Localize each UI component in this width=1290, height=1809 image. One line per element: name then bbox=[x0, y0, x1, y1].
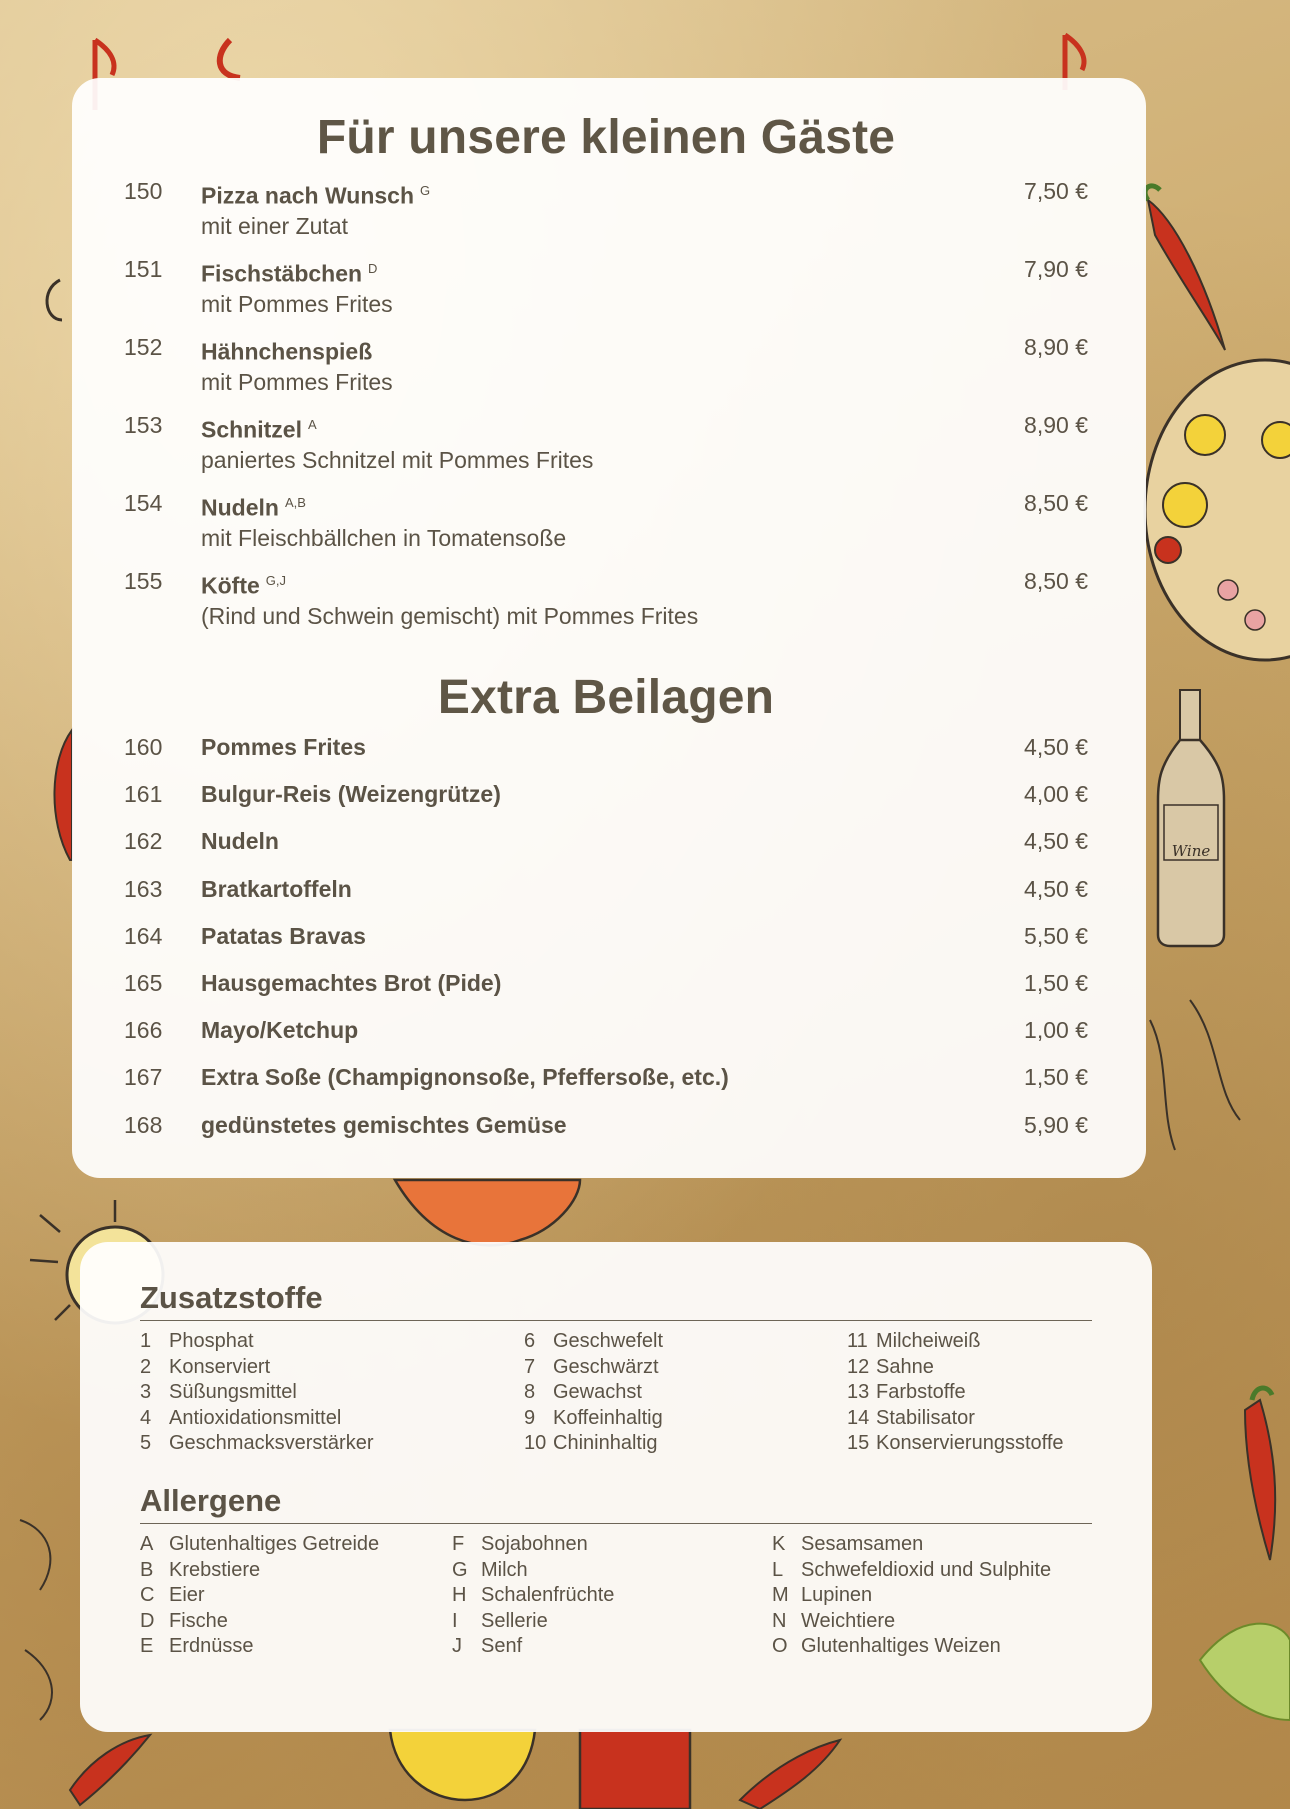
item-number: 165 bbox=[124, 969, 163, 996]
allergens-list bbox=[140, 1532, 1092, 1664]
dish-name: Pommes Frites bbox=[201, 734, 366, 760]
dish-description: paniertes Schnitzel mit Pommes Frites bbox=[201, 446, 594, 473]
list-item bbox=[124, 921, 1088, 968]
legend-code: F bbox=[452, 1533, 465, 1555]
list-item bbox=[772, 1634, 1051, 1660]
allergen-codes: A bbox=[307, 417, 317, 432]
menu-panel bbox=[72, 78, 1146, 1178]
leaf-icon bbox=[1200, 1624, 1290, 1720]
item-number: 153 bbox=[124, 412, 163, 438]
allergen-codes: A,B bbox=[284, 495, 306, 510]
additives-list bbox=[140, 1329, 1092, 1461]
legend-label: Fische bbox=[169, 1609, 228, 1632]
list-item bbox=[772, 1609, 1051, 1635]
dish-name: Bratkartoffeln bbox=[201, 875, 352, 902]
list-item bbox=[524, 1431, 663, 1457]
legend-label: Erdnüsse bbox=[169, 1635, 254, 1657]
legend-code: 12 bbox=[847, 1355, 870, 1378]
item-number: 151 bbox=[124, 256, 163, 282]
legend-code: 13 bbox=[847, 1381, 870, 1403]
dish-name: Hähnchenspieß bbox=[201, 338, 373, 365]
shrimp-icon bbox=[395, 1180, 580, 1245]
list-item bbox=[772, 1583, 1051, 1609]
dish-name: Nudeln bbox=[201, 494, 279, 521]
dish-name: Patatas Bravas bbox=[201, 922, 366, 949]
dish-description: mit Pommes Frites bbox=[201, 290, 393, 317]
list-item bbox=[452, 1558, 614, 1584]
list-item bbox=[124, 488, 1088, 566]
list-item bbox=[140, 1406, 374, 1432]
list-item bbox=[847, 1431, 1064, 1457]
list-item bbox=[140, 1583, 379, 1609]
list-item bbox=[140, 1558, 379, 1584]
extras-menu-list bbox=[124, 732, 1088, 1157]
legend-code: 15 bbox=[847, 1432, 870, 1454]
dish-price: 8,90 € bbox=[1024, 334, 1088, 360]
item-number: 166 bbox=[124, 1017, 163, 1044]
item-number: 167 bbox=[124, 1064, 163, 1091]
legend-code: 6 bbox=[524, 1330, 536, 1352]
item-number: 154 bbox=[124, 490, 163, 516]
dish-price: 4,50 € bbox=[1024, 828, 1088, 855]
dish-price: 4,00 € bbox=[1024, 781, 1088, 808]
item-number: 150 bbox=[124, 178, 163, 204]
dish-price: 1,00 € bbox=[1024, 1017, 1088, 1044]
list-item bbox=[124, 826, 1088, 873]
dish-price: 4,50 € bbox=[1024, 875, 1088, 902]
dish-price: 8,90 € bbox=[1024, 412, 1088, 438]
legend-code: 8 bbox=[524, 1381, 536, 1403]
wine-label: Wine bbox=[1171, 842, 1211, 860]
list-item bbox=[524, 1329, 663, 1355]
dish-price: 7,50 € bbox=[1024, 178, 1088, 204]
dish-name: Extra Soße (Champignonsoße, Pfeffersoße, etc.) bbox=[201, 1064, 729, 1091]
wine-bottle-icon bbox=[1158, 690, 1224, 946]
legend-code: D bbox=[140, 1609, 155, 1632]
chili-pepper-left-icon bbox=[54, 730, 72, 860]
legend-code: 9 bbox=[524, 1406, 536, 1429]
legend-label: Schwefeldioxid und Sulphite bbox=[801, 1558, 1052, 1581]
list-item bbox=[452, 1532, 614, 1558]
legend-code: C bbox=[140, 1584, 155, 1606]
item-number: 168 bbox=[124, 1111, 163, 1138]
dish-description: mit einer Zutat bbox=[201, 212, 348, 239]
list-item bbox=[847, 1406, 1064, 1432]
list-item bbox=[124, 1015, 1088, 1062]
list-item bbox=[124, 1062, 1088, 1109]
item-number: 152 bbox=[124, 334, 163, 360]
allergens-title: Allergene bbox=[140, 1481, 1092, 1524]
allergen-codes: G bbox=[420, 183, 431, 198]
legend-label: Antioxidationsmittel bbox=[169, 1406, 342, 1429]
legend-code: A bbox=[140, 1533, 154, 1555]
dish-name: Hausgemachtes Brot (Pide) bbox=[201, 969, 502, 996]
dish-name: Pizza nach Wunsch bbox=[201, 182, 415, 209]
kids-menu-list bbox=[124, 176, 1088, 644]
legend-label: Glutenhaltiges Getreide bbox=[169, 1533, 380, 1555]
legend-label: Geschwärzt bbox=[553, 1355, 659, 1378]
additives-title: Zusatzstoffe bbox=[140, 1278, 1092, 1321]
legend-code: 11 bbox=[847, 1330, 868, 1352]
legend-code: 7 bbox=[524, 1355, 536, 1378]
item-number: 163 bbox=[124, 875, 163, 902]
list-item bbox=[524, 1380, 663, 1406]
dish-name: Mayo/Ketchup bbox=[201, 1017, 359, 1044]
legend-label: Schalenfrüchte bbox=[481, 1584, 615, 1606]
legend-code: O bbox=[772, 1635, 788, 1657]
dish-name: Nudeln bbox=[201, 828, 279, 855]
dish-price: 4,50 € bbox=[1024, 734, 1088, 760]
legend-label: Glutenhaltiges Weizen bbox=[801, 1635, 1001, 1657]
legend-code: N bbox=[772, 1609, 787, 1632]
legend-label: Sojabohnen bbox=[481, 1533, 588, 1555]
dish-description: mit Fleischbällchen in Tomatensoße bbox=[201, 524, 567, 551]
allergen-codes: G,J bbox=[265, 573, 287, 588]
dish-price: 8,50 € bbox=[1024, 568, 1088, 594]
legend-label: Weichtiere bbox=[801, 1609, 896, 1632]
legend-label: Chininhaltig bbox=[553, 1432, 658, 1454]
allergen-codes: D bbox=[368, 261, 378, 276]
legend-label: Konserviert bbox=[169, 1355, 271, 1378]
list-item bbox=[124, 1110, 1088, 1157]
list-item bbox=[124, 410, 1088, 488]
legend-code: M bbox=[772, 1584, 789, 1606]
list-item bbox=[847, 1380, 1064, 1406]
legend-code: 3 bbox=[140, 1381, 152, 1403]
legend-code: J bbox=[452, 1635, 462, 1657]
dish-price: 1,50 € bbox=[1024, 1064, 1088, 1091]
legend-label: Geschwefelt bbox=[553, 1330, 664, 1352]
list-item bbox=[124, 732, 1088, 779]
legend-code: B bbox=[140, 1558, 154, 1581]
legend-label: Sellerie bbox=[481, 1609, 548, 1632]
list-item bbox=[772, 1532, 1051, 1558]
pizza-icon bbox=[1145, 360, 1290, 660]
legend-code: 10 bbox=[524, 1432, 547, 1454]
list-item bbox=[124, 332, 1088, 410]
kids-section-title: Für unsere kleinen Gäste bbox=[316, 111, 896, 164]
list-item bbox=[524, 1355, 663, 1381]
legend-label: Eier bbox=[169, 1584, 205, 1606]
legend-label: Süßungsmittel bbox=[169, 1381, 297, 1403]
legend-label: Milcheiweiß bbox=[876, 1330, 981, 1352]
dish-price: 7,90 € bbox=[1024, 256, 1088, 282]
legend-code: K bbox=[772, 1533, 786, 1555]
legend-code: 2 bbox=[140, 1355, 152, 1378]
chili-pepper-icon bbox=[1145, 186, 1225, 350]
dish-name: Schnitzel bbox=[201, 416, 302, 443]
legend-code: G bbox=[452, 1558, 468, 1581]
list-item bbox=[140, 1329, 374, 1355]
list-item bbox=[452, 1634, 614, 1660]
legend-label: Sahne bbox=[876, 1355, 934, 1378]
item-number: 160 bbox=[124, 734, 163, 760]
legend-code: 4 bbox=[140, 1406, 152, 1429]
list-item bbox=[847, 1355, 1064, 1381]
list-item bbox=[124, 779, 1088, 826]
legend-label: Krebstiere bbox=[169, 1558, 261, 1581]
legend-label: Stabilisator bbox=[876, 1406, 975, 1429]
extras-section-title: Extra Beilagen bbox=[437, 671, 775, 724]
lemon-slice-icon bbox=[390, 1730, 535, 1800]
legend-label: Senf bbox=[481, 1635, 523, 1657]
legend-label: Gewachst bbox=[553, 1381, 642, 1403]
dish-price: 5,50 € bbox=[1024, 922, 1088, 949]
list-item bbox=[847, 1329, 1064, 1355]
list-item bbox=[140, 1609, 379, 1635]
legend-label: Konservierungsstoffe bbox=[876, 1432, 1064, 1454]
dish-name: gedünstetes gemischtes Gemüse bbox=[201, 1111, 567, 1138]
dish-description: (Rind und Schwein gemischt) mit Pommes Frites bbox=[201, 602, 699, 629]
list-item bbox=[524, 1406, 663, 1432]
list-item bbox=[124, 874, 1088, 921]
dish-price: 8,50 € bbox=[1024, 490, 1088, 516]
list-item bbox=[124, 566, 1088, 644]
item-number: 164 bbox=[124, 922, 163, 949]
dish-name: Fischstäbchen bbox=[201, 260, 363, 287]
legend-panel bbox=[80, 1242, 1152, 1732]
legend-label: Sesamsamen bbox=[801, 1533, 924, 1555]
legend-code: 1 bbox=[140, 1330, 152, 1352]
list-item bbox=[140, 1355, 374, 1381]
legend-code: 14 bbox=[847, 1406, 870, 1429]
list-item bbox=[140, 1380, 374, 1406]
list-item bbox=[140, 1634, 379, 1660]
legend-code: E bbox=[140, 1635, 154, 1657]
legend-code: L bbox=[772, 1558, 784, 1581]
list-item bbox=[124, 254, 1088, 332]
legend-label: Milch bbox=[481, 1558, 528, 1581]
dish-description: mit Pommes Frites bbox=[201, 368, 393, 395]
legend-code: H bbox=[452, 1584, 467, 1606]
dish-name: Köfte bbox=[201, 572, 260, 599]
dish-price: 5,90 € bbox=[1024, 1111, 1088, 1138]
legend-code: 5 bbox=[140, 1432, 152, 1454]
list-item bbox=[452, 1583, 614, 1609]
list-item bbox=[140, 1431, 374, 1457]
legend-label: Koffeinhaltig bbox=[553, 1406, 663, 1429]
dish-price: 1,50 € bbox=[1024, 969, 1088, 996]
legend-label: Farbstoffe bbox=[876, 1381, 966, 1403]
legend-label: Phosphat bbox=[169, 1330, 254, 1352]
list-item bbox=[772, 1558, 1051, 1584]
legend-code: I bbox=[452, 1609, 458, 1632]
chili-pepper-right-icon bbox=[1245, 1388, 1275, 1560]
legend-label: Lupinen bbox=[801, 1584, 873, 1606]
list-item bbox=[452, 1609, 614, 1635]
list-item bbox=[124, 968, 1088, 1015]
legend-label: Geschmacksverstärker bbox=[169, 1432, 374, 1454]
list-item bbox=[140, 1532, 379, 1558]
item-number: 161 bbox=[124, 781, 163, 808]
item-number: 155 bbox=[124, 568, 163, 594]
mug-icon bbox=[580, 1730, 690, 1809]
item-number: 162 bbox=[124, 828, 163, 855]
dish-name: Bulgur-Reis (Weizengrütze) bbox=[201, 781, 501, 808]
list-item bbox=[124, 176, 1088, 254]
